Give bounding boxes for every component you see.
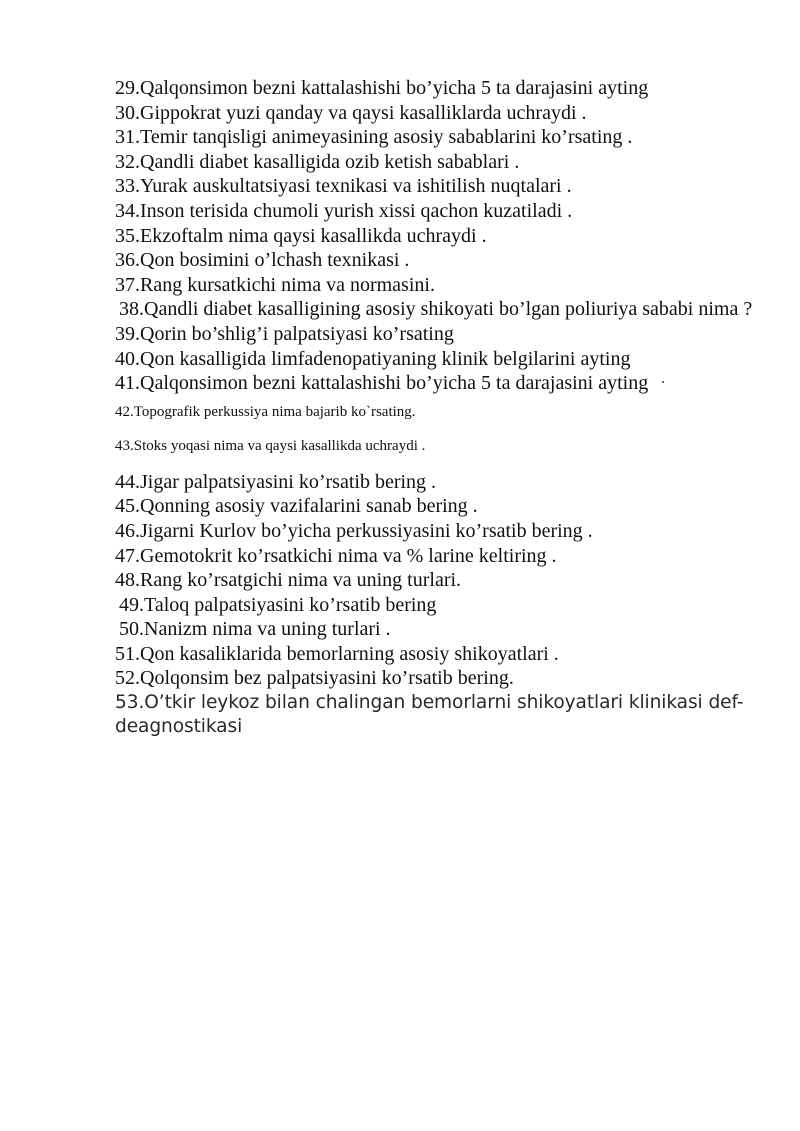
question-48: 48.Rang ko’rsatgichi nima va uning turlari. bbox=[115, 569, 462, 592]
question-35: 35.Ekzoftalm nima qaysi kasallikda uchraydi . bbox=[115, 224, 487, 247]
question-51: 51.Qon kasaliklarida bemorlarning asosiy shikoyatlari . bbox=[115, 642, 559, 665]
question-37: 37.Rang kursatkichi nima va normasini. bbox=[115, 273, 435, 296]
question-38: 38.Qandli diabet kasalligining asosiy shikoyati bo’lgan poliuriya sababi nima ? bbox=[119, 298, 753, 321]
question-49: 49.Taloq palpatsiyasini ko’rsatib bering bbox=[119, 593, 437, 616]
question-34: 34.Inson terisida chumoli yurish xissi qachon kuzatiladi . bbox=[115, 199, 573, 222]
question-40: 40.Qon kasalligida limfadenopatiyaning klinik belgilarini ayting bbox=[115, 347, 631, 370]
question-47: 47.Gemotokrit ko’rsatkichi nima va % larine keltiring . bbox=[115, 544, 557, 567]
spacer bbox=[115, 396, 755, 403]
question-31: 31.Temir tanqisligi animeyasining asosiy sabablarini ko’rsating . bbox=[115, 126, 633, 149]
spacer bbox=[115, 455, 755, 470]
question-43: 43.Stoks yoqasi nima va qaysi kasallikda uchraydi . bbox=[115, 437, 426, 454]
question-46: 46.Jigarni Kurlov bo’yicha perkussiyasini ko’rsatib bering . bbox=[115, 519, 593, 542]
question-29: 29.Qalqonsimon bezni kattalashishi bo’yicha 5 ta darajasini ayting bbox=[115, 77, 649, 99]
question-50: 50.Nanizm nima va uning turlari . bbox=[119, 618, 391, 641]
question-30: 30.Gippokrat yuzi qanday va qaysi kasalliklarda uchraydi . bbox=[115, 101, 587, 124]
question-52: 52.Qolqonsim bez palpatsiyasini ko’rsatib bering. bbox=[115, 667, 514, 690]
question-45: 45.Qonning asosiy vazifalarini sanab bering . bbox=[115, 495, 478, 518]
question-44: 44.Jigar palpatsiyasini ko’rsatib bering . bbox=[115, 470, 437, 493]
question-36: 36.Qon bosimini o’lchash texnikasi . bbox=[115, 249, 410, 272]
question-39: 39.Qorin bo’shlig’i palpatsiyasi ko’rsating bbox=[115, 322, 454, 345]
question-41-line bbox=[115, 371, 755, 396]
question-33: 33.Yurak auskultatsiyasi texnikasi va ishitilish nuqtalari . bbox=[115, 175, 572, 198]
question-42: 42.Topografik perkussiya nima bajarib ko`rsating. bbox=[115, 403, 416, 420]
question-list bbox=[115, 76, 755, 740]
stray-mark bbox=[662, 381, 664, 383]
question-53: 53.O’tkir leykoz bilan chalingan bemorlarni shikoyatlari klinikasi def-deagnostikasi bbox=[115, 692, 744, 738]
spacer bbox=[115, 421, 755, 437]
question-32: 32.Qandli diabet kasalligida ozib ketish sabablari . bbox=[115, 150, 520, 173]
question-41: 41.Qalqonsimon bezni kattalashishi bo’yicha 5 ta darajasini ayting bbox=[115, 372, 649, 395]
